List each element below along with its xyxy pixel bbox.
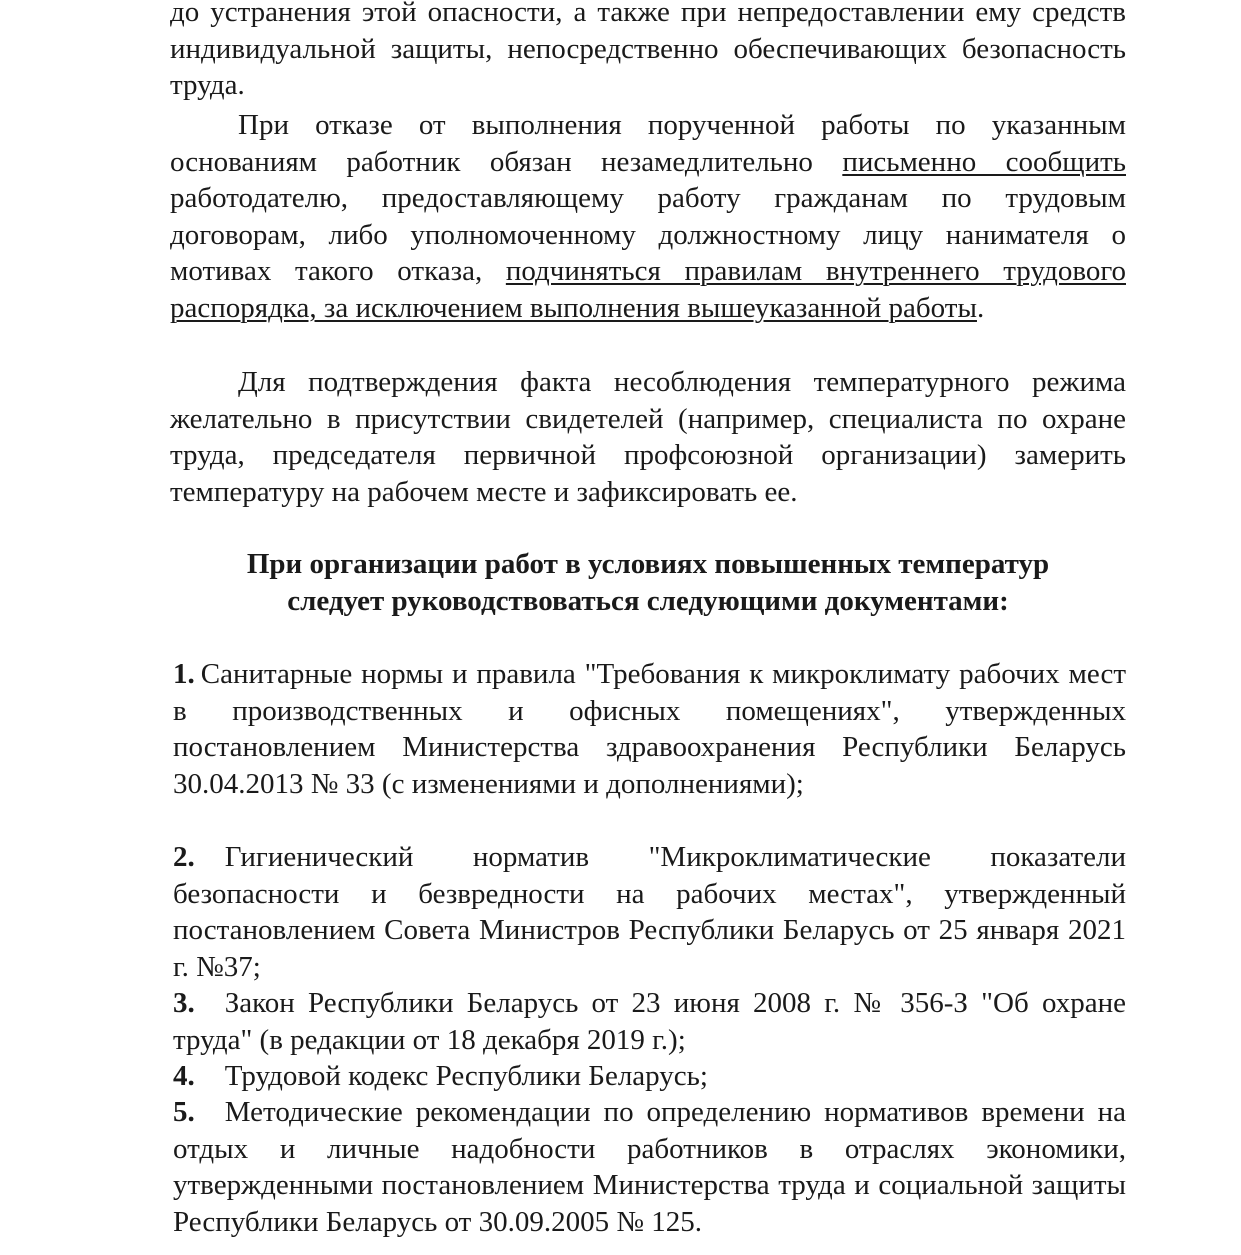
- list-item: [170, 839, 1126, 985]
- list-number: 1.: [173, 658, 195, 690]
- list-number: 5.: [173, 1096, 195, 1128]
- list-item: [170, 985, 1126, 1058]
- paragraph-temperature: [170, 364, 1126, 510]
- list-text: Санитарные нормы и правила "Требования к микроклимату рабочих мест в производственных и офисных помещениях", утвержденных постановлением Министерства здравоохранения Республики Беларусь 30.04.2013 № 33 (с изменениями и дополнениями);: [173, 658, 1126, 800]
- list-number: 4.: [173, 1060, 195, 1092]
- list-text: Методические рекомендации по определению нормативов времени на отдых и личные надобности работников в отраслях экономики, утвержденными постановлением Министерства труда и социальной защиты Республики Беларусь от 30.09.2005 № 125.: [173, 1096, 1126, 1238]
- list-number: 2.: [173, 841, 195, 873]
- list-item: [170, 1058, 708, 1095]
- underlined-phrase-obey: подчиняться правилам внутреннего трудового распорядка, за исключением выполнения вышеуказанной работы: [170, 255, 1126, 324]
- paragraph-text: .: [976, 291, 985, 324]
- list-number: 3.: [173, 987, 195, 1019]
- list-item: [170, 656, 1126, 802]
- list-text: Гигиенический норматив "Микроклиматические показатели безопасности и безвредности на рабочих местах", утвержденный постановлением Совета Министров Республики Беларусь от 25 января 2021 г. №37;: [173, 841, 1126, 983]
- paragraph-text: Для подтверждения факта несоблюдения температурного режима желательно в присутствии свидетелей (например, специалиста по охране труда, председателя первичной профсоюзной организации) замерить температуру на рабочем месте и зафиксировать ее.: [170, 366, 1126, 508]
- paragraph-text: до устранения этой опасности, а также при непредоставлении ему средств индивидуальной защиты, непосредственно обеспечивающих безопасность труда.: [170, 0, 1126, 102]
- list-item: [170, 1094, 1126, 1240]
- heading-line-2: следует руководствоваться следующими документами:: [287, 585, 1009, 617]
- section-heading: [170, 546, 1126, 620]
- list-text: Трудовой кодекс Республики Беларусь;: [224, 1060, 708, 1092]
- list-text: Закон Республики Беларусь от 23 июня 2008 г. № 356-З "Об охране труда" (в редакции от 18 декабря 2019 г.);: [173, 987, 1126, 1056]
- heading-line-1: При организации работ в условиях повышенных температур: [246, 548, 1050, 580]
- paragraph-continuation: [170, 0, 1126, 104]
- paragraph-text: работодателю, предоставляющему работу гражданам по трудовым договорам, либо уполномоченному должностному лицу нанимателя о мотивах такого отказа,: [170, 182, 1126, 288]
- underlined-phrase-notify: письменно сообщить: [842, 145, 1126, 178]
- paragraph-refusal: [170, 107, 1126, 327]
- paragraph-text: При отказе от выполнения порученной работы по указанным основаниям работник обязан незамедлительно: [170, 109, 1126, 178]
